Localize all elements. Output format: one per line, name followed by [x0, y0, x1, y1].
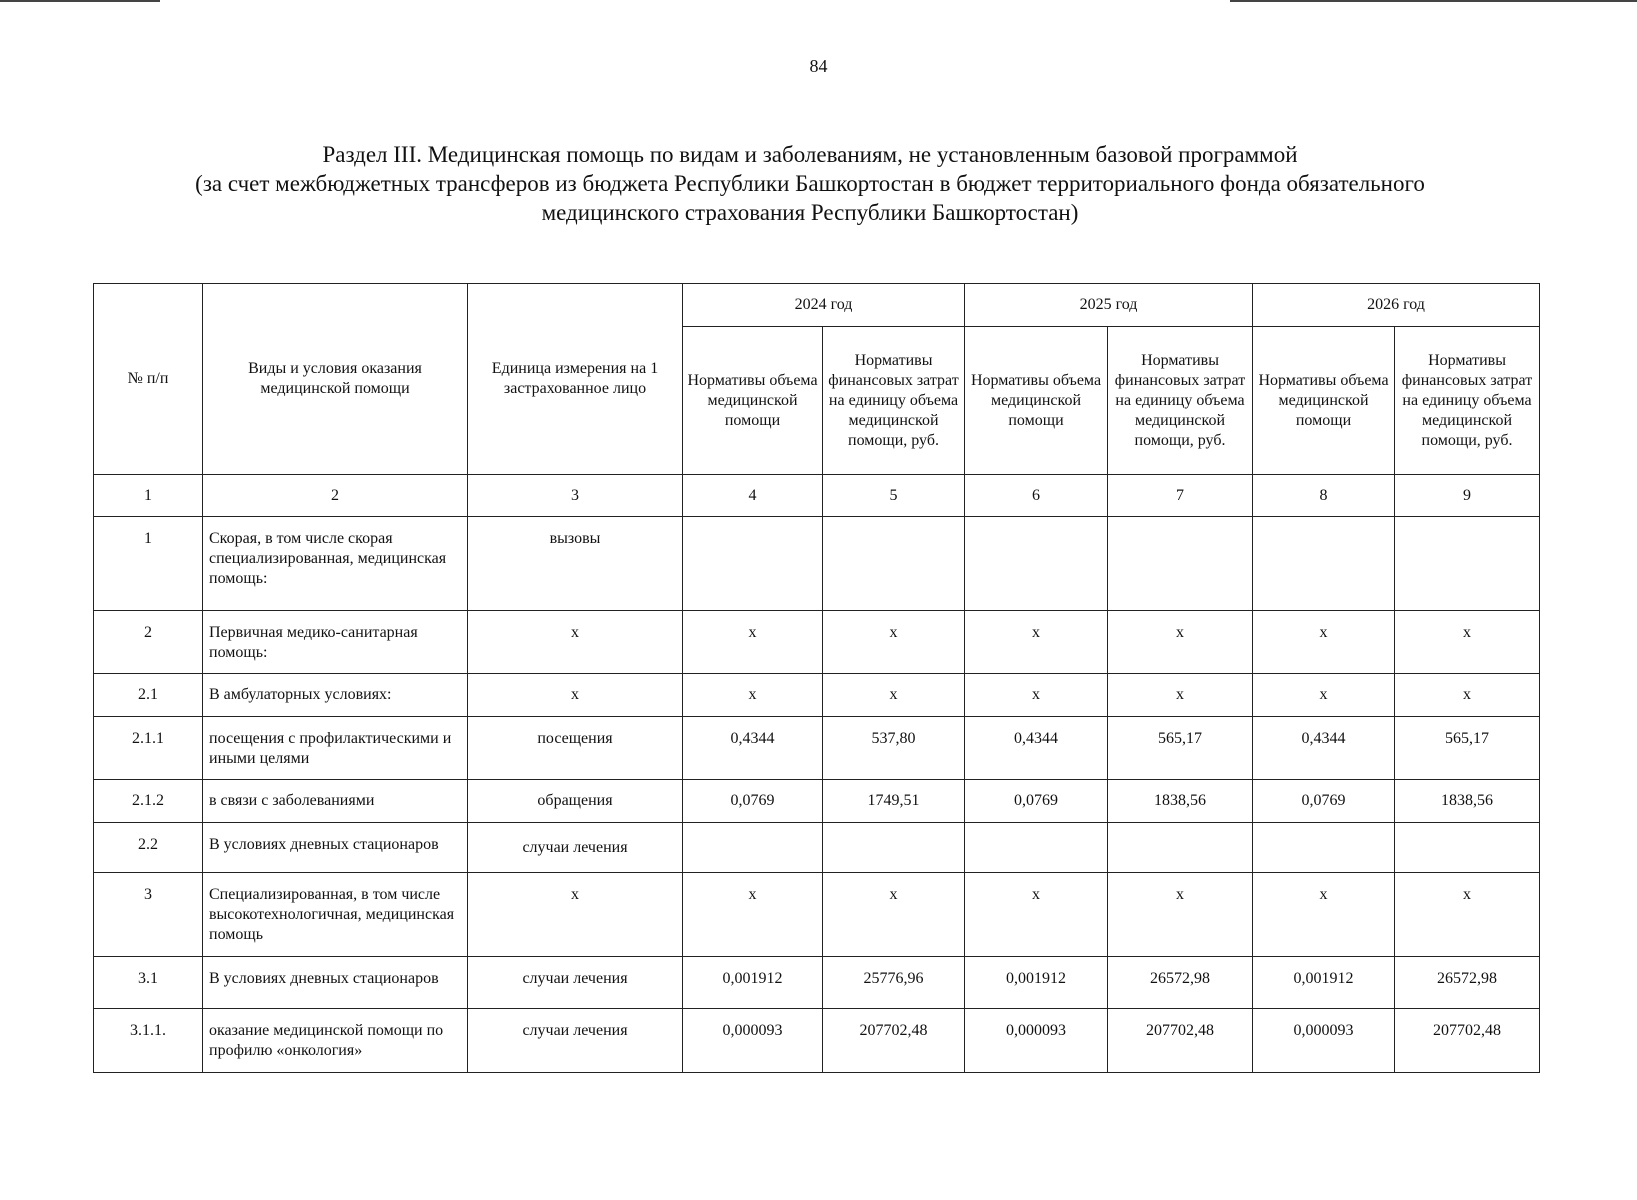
section-title-line-1: Раздел III. Медицинская помощь по видам и заболеваниям, не установленным базовой программой [322, 142, 1298, 167]
row-num: 1 [94, 517, 203, 611]
row-volume-2024 [683, 823, 823, 873]
section-title-line-2: (за счет межбюджетных трансферов из бюджета Республики Башкортостан в бюджет территориального фонда обязательного [195, 171, 1425, 196]
row-volume-2026: 0,4344 [1253, 717, 1395, 780]
row-volume-2024: х [683, 674, 823, 717]
row-cost-2026: 1838,56 [1395, 780, 1540, 823]
row-unit: х [468, 611, 683, 674]
row-volume-2026: 0,000093 [1253, 1009, 1395, 1073]
row-cost-2024 [823, 517, 965, 611]
row-unit: случаи лечения [468, 1009, 683, 1073]
row-unit: х [468, 873, 683, 957]
row-volume-2025 [965, 823, 1108, 873]
row-volume-2026: 0,001912 [1253, 957, 1395, 1009]
scan-edge-left [0, 0, 160, 2]
row-name: Скорая, в том числе скорая специализированная, медицинская помощь: [203, 517, 468, 611]
row-name: В амбулаторных условиях: [203, 674, 468, 717]
row-volume-2024 [683, 517, 823, 611]
row-unit: случаи лечения [468, 823, 683, 873]
row-cost-2025: 207702,48 [1108, 1009, 1253, 1073]
row-cost-2026: 207702,48 [1395, 1009, 1540, 1073]
header-volume-2024: Нормативы объема медицинской помощи [683, 327, 823, 475]
scan-edge-right [1230, 0, 1637, 2]
row-volume-2024: х [683, 873, 823, 957]
column-number: 3 [468, 475, 683, 517]
row-cost-2024: х [823, 674, 965, 717]
header-cost-2024: Нормативы финансовых затрат на единицу объема медицинской помощи, руб. [823, 327, 965, 475]
row-cost-2025 [1108, 517, 1253, 611]
row-name: В условиях дневных стационаров [203, 957, 468, 1009]
section-title [100, 140, 1520, 227]
header-year-2025: 2025 год [965, 284, 1253, 327]
row-unit: вызовы [468, 517, 683, 611]
row-num: 2.1.2 [94, 780, 203, 823]
row-volume-2025: 0,000093 [965, 1009, 1108, 1073]
row-cost-2024: х [823, 873, 965, 957]
section-title-line-3: медицинского страхования Республики Башкортостан) [541, 200, 1079, 225]
row-volume-2025 [965, 517, 1108, 611]
row-unit: случаи лечения [468, 957, 683, 1009]
row-volume-2025: х [965, 873, 1108, 957]
row-cost-2024: 207702,48 [823, 1009, 965, 1073]
header-cost-2025: Нормативы финансовых затрат на единицу объема медицинской помощи, руб. [1108, 327, 1253, 475]
row-cost-2026: 565,17 [1395, 717, 1540, 780]
row-volume-2025: 0,4344 [965, 717, 1108, 780]
header-unit: Единица измерения на 1 застрахованное лицо [468, 284, 683, 475]
table-row [94, 611, 1540, 674]
row-unit: обращения [468, 780, 683, 823]
header-num: № п/п [94, 284, 203, 475]
table-row [94, 674, 1540, 717]
header-kind: Виды и условия оказания медицинской помощи [203, 284, 468, 475]
row-cost-2026: х [1395, 674, 1540, 717]
row-volume-2024: 0,000093 [683, 1009, 823, 1073]
column-number: 1 [94, 475, 203, 517]
row-volume-2026 [1253, 517, 1395, 611]
row-volume-2026: х [1253, 873, 1395, 957]
row-cost-2024: 1749,51 [823, 780, 965, 823]
row-volume-2025: х [965, 611, 1108, 674]
row-cost-2025: х [1108, 611, 1253, 674]
page-number: 84 [809, 56, 828, 76]
norms-table [93, 283, 1540, 1073]
header-volume-2026: Нормативы объема медицинской помощи [1253, 327, 1395, 475]
row-name: посещения с профилактическими и иными целями [203, 717, 468, 780]
table-row [94, 517, 1540, 611]
header-cost-2026: Нормативы финансовых затрат на единицу объема медицинской помощи, руб. [1395, 327, 1540, 475]
row-num: 2 [94, 611, 203, 674]
row-volume-2026: 0,0769 [1253, 780, 1395, 823]
column-number: 4 [683, 475, 823, 517]
row-unit: посещения [468, 717, 683, 780]
row-num: 3 [94, 873, 203, 957]
row-cost-2025: х [1108, 873, 1253, 957]
column-number: 8 [1253, 475, 1395, 517]
table-row [94, 1009, 1540, 1073]
row-cost-2026: 26572,98 [1395, 957, 1540, 1009]
column-number: 6 [965, 475, 1108, 517]
column-number: 2 [203, 475, 468, 517]
row-name: В условиях дневных стационаров [203, 823, 468, 873]
table-row [94, 873, 1540, 957]
row-volume-2025: 0,0769 [965, 780, 1108, 823]
table-row [94, 823, 1540, 873]
row-volume-2025: х [965, 674, 1108, 717]
row-name: в связи с заболеваниями [203, 780, 468, 823]
row-volume-2026: х [1253, 674, 1395, 717]
header-year-2026: 2026 год [1253, 284, 1540, 327]
row-num: 2.2 [94, 823, 203, 873]
column-number: 9 [1395, 475, 1540, 517]
row-cost-2024 [823, 823, 965, 873]
column-number: 5 [823, 475, 965, 517]
row-cost-2025: 1838,56 [1108, 780, 1253, 823]
row-name: Специализированная, в том числе высокотехнологичная, медицинская помощь [203, 873, 468, 957]
row-volume-2024: 0,4344 [683, 717, 823, 780]
table-row [94, 717, 1540, 780]
row-name: оказание медицинской помощи по профилю «онкология» [203, 1009, 468, 1073]
row-volume-2026 [1253, 823, 1395, 873]
row-cost-2026 [1395, 517, 1540, 611]
header-volume-2025: Нормативы объема медицинской помощи [965, 327, 1108, 475]
row-cost-2024: 25776,96 [823, 957, 965, 1009]
row-volume-2026: х [1253, 611, 1395, 674]
row-cost-2026: х [1395, 873, 1540, 957]
row-cost-2024: х [823, 611, 965, 674]
row-cost-2025 [1108, 823, 1253, 873]
row-cost-2026 [1395, 823, 1540, 873]
column-number: 7 [1108, 475, 1253, 517]
row-cost-2026: х [1395, 611, 1540, 674]
row-volume-2024: 0,001912 [683, 957, 823, 1009]
table-row [94, 780, 1540, 823]
row-num: 2.1.1 [94, 717, 203, 780]
row-cost-2025: х [1108, 674, 1253, 717]
row-num: 3.1.1. [94, 1009, 203, 1073]
row-num: 3.1 [94, 957, 203, 1009]
row-cost-2025: 26572,98 [1108, 957, 1253, 1009]
header-year-2024: 2024 год [683, 284, 965, 327]
row-volume-2024: х [683, 611, 823, 674]
row-volume-2024: 0,0769 [683, 780, 823, 823]
row-num: 2.1 [94, 674, 203, 717]
row-cost-2024: 537,80 [823, 717, 965, 780]
row-name: Первичная медико-санитарная помощь: [203, 611, 468, 674]
row-unit: х [468, 674, 683, 717]
table-row [94, 957, 1540, 1009]
row-volume-2025: 0,001912 [965, 957, 1108, 1009]
row-cost-2025: 565,17 [1108, 717, 1253, 780]
